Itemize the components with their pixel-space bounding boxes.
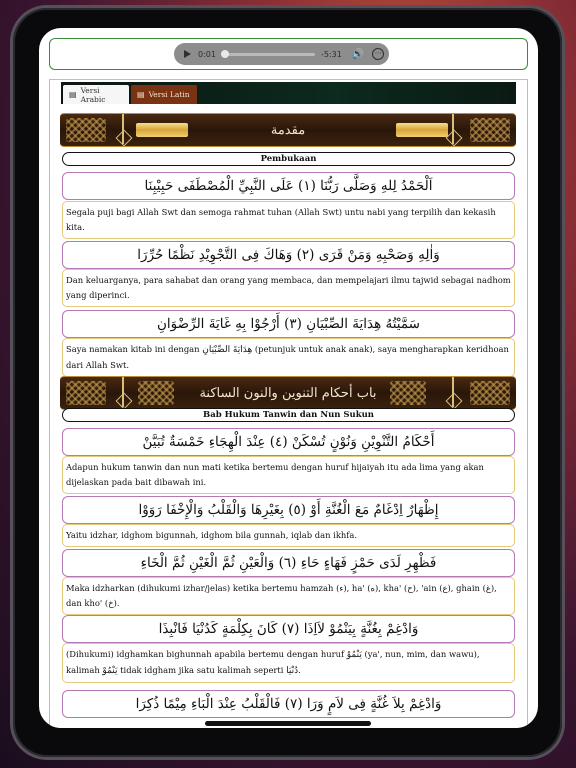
banner-title: باب أحكام التنوين والنون الساكنة: [199, 385, 377, 401]
verse-arabic: وَادْغِمْ بِغُنَّةٍ بِيَنْمُوْ لاَاِذَا (٧) كَانَ بِكِلْمَةٍ كَدُنْيَا فَانْبِذَا: [62, 615, 515, 643]
audio-panel: [49, 38, 528, 70]
more-options-icon[interactable]: ⋯: [372, 48, 384, 60]
verse-translation: Maka idzharkan (dihukumi izhar/jelas) ketika bertemu hamzah (ء), ha' (ه), kha' (ح), 'ain (ع), ghain (غ), dan kho' (خ).: [62, 577, 515, 615]
section-banner: [60, 376, 516, 410]
verse-translation: Segala puji bagi Allah Swt dan semoga rahmat tuhan (Allah Swt) untu nabi yang terpilih dan kekasih kita.: [62, 201, 515, 239]
verse-translation: Adapun hukum tanwin dan nun mati ketika bertemu dengan huruf hijaiyah itu ada lima yang akan dijelaskan pada bait dibawah ini.: [62, 456, 515, 494]
section-title: Pembukaan: [62, 152, 515, 166]
book-icon: ▤: [69, 90, 77, 99]
verse-arabic: وَاٰلِهِ وَصَحْبِهِ وَمَنْ قَرَى (٢) وَهَاكَ فِى التَّجْوِيْدِ نَظْمًا حُرِّرَا: [62, 241, 515, 269]
verse-arabic: فَظْهِرِ لَدَى حَمْزٍ فَهَاءٍ حَاءِ (٦) وَالْعَيْنِ ثُمَّ الْغَيْنِ ثُمَّ الْخَاءِ: [62, 549, 515, 577]
section-banner: [60, 113, 516, 147]
section-title: Bab Hukum Tanwin dan Nun Sukun: [62, 408, 515, 422]
tab-bar: [61, 82, 516, 104]
remaining-time: -5:31: [320, 49, 342, 59]
verse-translation: Yaitu idzhar, idghom bigunnah, idghom bila gunnah, iqlab dan ikhfa.: [62, 524, 515, 547]
verse-translation: Dan keluarganya, para sahabat dan orang yang membaca, dan mempelajari ilmu tajwid sebagai nadhom yang diperinci.: [62, 269, 515, 307]
verse-translation: Saya namakan kitab ini dengan هِدَايَةَ الصِّبْيَانِ (petunjuk untuk anak anak), saya mengharapkan keridhoan dari Allah Swt.: [62, 338, 515, 377]
app-screen: [39, 28, 538, 728]
seek-knob[interactable]: [221, 50, 229, 58]
verse-arabic: وَادْغِمْ بِلاَ غُنَّةٍ فِى لاَمٍ وَرَا (٧) فَالْقَلْبُ عِنْدَ الْبَاءِ مِيْمًا ذُكِرَا: [62, 690, 515, 718]
content-pane: [49, 79, 528, 728]
home-indicator[interactable]: [205, 721, 371, 726]
banner-title: مقدمة: [270, 122, 306, 138]
seek-bar[interactable]: [223, 53, 315, 56]
current-time: 0:01: [198, 49, 216, 59]
tab-versi-latin[interactable]: ▤ Versi Latin: [131, 85, 197, 104]
verse-arabic: إِظْهَارٌ اِدْغَامٌ مَعَ الْغُنَّةِ أَوْ (٥) بِغَيْرِهَا وَالْقَلْبُ وَالْإِخْفَا رَوَوْا: [62, 496, 515, 524]
play-icon[interactable]: [184, 50, 191, 58]
verse-translation: (Dihukumi) idghamkan bighunnah apabila bertemu dengan huruf يَنْمُوْ (ya', nun, mim, dan wawu), kalimah يَنْمُوْ tidak idgham jika satu kalimah seperti دُنْيَا.: [62, 643, 515, 683]
volume-icon[interactable]: 🔊: [351, 48, 365, 60]
tab-versi-arabic[interactable]: ▤ Versi Arabic: [63, 85, 129, 104]
verse-arabic: أَحْكَامُ التَّنْوِيْنِ وَنُوْنٍ تُسْكَنْ (٤) عِنْدَ الْهِجَاءِ خَمْسَةٌ تُبَيَّنْ: [62, 428, 515, 456]
audio-player[interactable]: [174, 43, 389, 65]
verse-arabic: اَلْحَمْدُ لِلهِ وَصَلَّى رَبُّنَا (١) عَلَى النَّبِيِّ الْمُصْطَفَى حَبِيْبِنَا: [62, 172, 515, 200]
verse-arabic: سَمَّيْتُهُ هِدَايَةَ الصِّبْيَانِ (٣) أَرْجُوْا بِهِ غَايَةَ الرِّضْوَانِ: [62, 310, 515, 338]
book-icon: ▤: [137, 90, 145, 99]
